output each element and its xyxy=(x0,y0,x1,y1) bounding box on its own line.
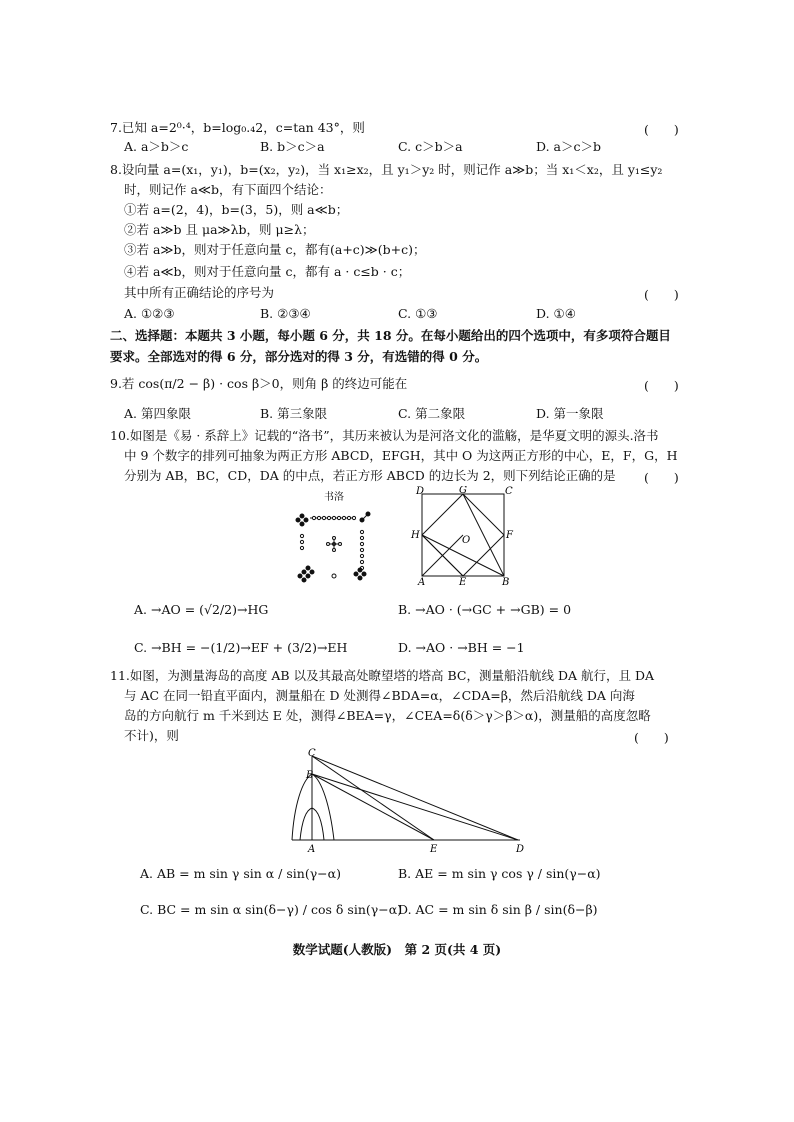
fig11-label-e: E xyxy=(430,844,438,854)
q8-ask: 其中所有正确结论的序号为 xyxy=(124,285,275,300)
fig10-label-g: G xyxy=(459,486,467,496)
q11-line1: 11.如图，为测量海岛的高度 AB 以及其最高处瞭望塔的塔高 BC，测量船沿航线 DA 航行，且 DA xyxy=(110,668,655,683)
fig10-label-b: B xyxy=(502,577,510,586)
q10-option-a: A. →AO = (√2/2)→HG xyxy=(134,602,269,617)
q11-option-a: A. AB = m sin γ sin α / sin(γ−α) xyxy=(140,866,341,881)
q7-option-d: D. a＞c＞b xyxy=(536,139,601,154)
fig10-label-d: D xyxy=(416,486,425,497)
island-figure xyxy=(288,746,528,854)
q11-line3: 岛的方向航行 m 千米到达 E 处，测得∠BEA=γ，∠CEA=δ(δ＞γ＞β＞α)，测量船的高度忽略 xyxy=(124,708,651,723)
q8-item-1: ①若 a=(2，4)，b=(3，5)，则 a≪b； xyxy=(124,202,349,217)
q9-option-b: B. 第三象限 xyxy=(260,406,328,421)
q11-option-c: C. BC = m sin α sin(δ−γ) / cos δ sin(γ−α) xyxy=(140,902,403,917)
q9-option-a: A. 第四象限 xyxy=(124,406,191,421)
fig10-label-e: E xyxy=(459,577,467,586)
fig10-label-o: O xyxy=(462,535,471,546)
fig10-label-c: C xyxy=(505,486,513,497)
q8-item-4: ④若 a≪b，则对于任意向量 c，都有 a · c≤b · c； xyxy=(124,264,411,279)
q8-option-c: C. ①③ xyxy=(398,306,438,321)
q10-line2: 中 9 个数字的排列可抽象为两正方形 ABCD，EFGH，其中 O 为这两正方形的中心，E，F，G，H xyxy=(124,448,678,463)
fig11-label-c: C xyxy=(308,748,316,759)
q8-item-2: ②若 a≫b 且 μa≫λb，则 μ≥λ； xyxy=(124,222,315,237)
fig11-label-b: B xyxy=(306,770,314,781)
q11-bracket: ( ) xyxy=(634,730,669,745)
q8-stem-line1: 8.设向量 a=(x₁，y₁)，b=(x₂，y₂)，当 x₁≥x₂，且 y₁＞y₂ 时，则记作 a≫b；当 x₁＜x₂，且 y₁≤y₂ xyxy=(110,162,663,177)
q10-option-b: B. →AO · (→GC + →GB) = 0 xyxy=(398,602,572,617)
q7-option-b: B. b＞c＞a xyxy=(260,139,325,154)
q8-option-d: D. ①④ xyxy=(536,306,576,321)
q9-option-c: C. 第二象限 xyxy=(398,406,466,421)
fig10-label-h: H xyxy=(411,530,420,541)
fig11-label-a: A xyxy=(308,844,316,854)
fig10-label-f: F xyxy=(506,530,513,541)
q11-option-d: D. AC = m sin δ sin β / sin(δ−β) xyxy=(398,902,598,917)
q11-line4: 不计)，则 xyxy=(124,728,179,743)
luoshu-figure xyxy=(290,490,390,586)
q8-option-b: B. ②③④ xyxy=(260,306,311,321)
q11-line2: 与 AC 在同一铅直平面内，测量船在 D 处测得∠BDA=α，∠CDA=β，然后沿航线 DA 向海 xyxy=(124,688,635,703)
q10-option-d: D. →AO · →BH = −1 xyxy=(398,640,525,655)
luoshu-title: 书洛 xyxy=(324,492,344,503)
q8-option-a: A. ①②③ xyxy=(124,306,175,321)
q9-bracket: ( ) xyxy=(644,378,679,393)
page-footer: 数学试题(人教版) 第 2 页(共 4 页) xyxy=(292,942,502,957)
q7-stem: 7.已知 a=2⁰·⁴，b=log₀.₄2，c=tan 43°，则 xyxy=(110,120,365,135)
q8-bracket: ( ) xyxy=(644,287,679,302)
q8-stem-line2: 时，则记作 a≪b，有下面四个结论： xyxy=(124,182,332,197)
q9-option-d: D. 第一象限 xyxy=(536,406,604,421)
fig11-label-d: D xyxy=(516,844,525,854)
fig10-label-a: A xyxy=(418,577,426,586)
q10-bracket: ( ) xyxy=(644,470,679,485)
q10-line3: 分别为 AB，BC，CD，DA 的中点，若正方形 ABCD 的边长为 2，则下列结论正确的是 xyxy=(124,468,616,483)
q8-item-3: ③若 a≫b，则对于任意向量 c，都有(a+c)≫(b+c)； xyxy=(124,242,426,257)
q9-stem: 9.若 cos(π/2 − β) · cos β＞0，则角 β 的终边可能在 xyxy=(110,376,408,391)
q7-option-c: C. c＞b＞a xyxy=(398,139,463,154)
q7-bracket: ( ) xyxy=(644,122,679,137)
q10-option-c: C. →BH = −(1/2)→EF + (3/2)→EH xyxy=(134,640,348,655)
q11-option-b: B. AE = m sin γ cos γ / sin(γ−α) xyxy=(398,866,601,881)
q7-option-a: A. a＞b＞c xyxy=(124,139,189,154)
section2-line1: 二、选择题：本题共 3 小题，每小题 6 分，共 18 分。在每小题给出的四个选项中，有多项符合题目 xyxy=(110,328,671,343)
q10-line1: 10.如图是《易 · 系辞上》记载的“洛书”，其历来被认为是河洛文化的滥觞，是华夏文明的源头.洛书 xyxy=(110,428,659,443)
section2-line2: 要求。全部选对的得 6 分，部分选对的得 3 分，有选错的得 0 分。 xyxy=(110,349,488,364)
square-figure xyxy=(408,486,520,586)
